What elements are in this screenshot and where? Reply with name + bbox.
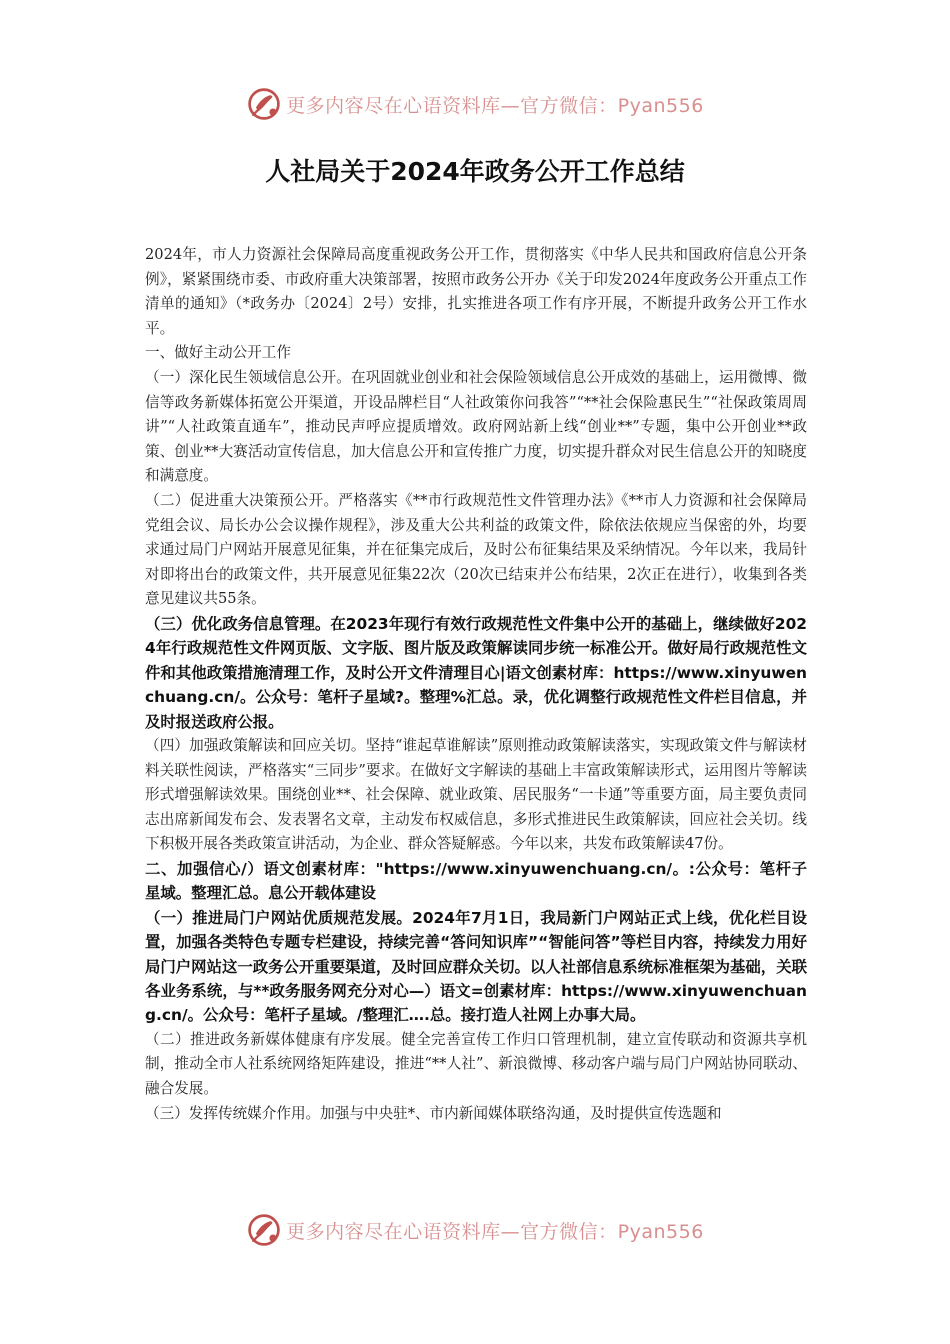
logo-icon [246,86,282,122]
section-heading-2: 二、加强信心/）语文创素材库："https://www.xinyuwenchuang.cn/。:公众号：笔杆子星域。整理汇总。息公开载体建设 [145,859,807,903]
paragraph-1-1: （一）深化民生领域信息公开。在巩固就业创业和社会保险领域信息公开成效的基础上，运用微博、微信等政务新媒体拓宽公开渠道，开设品牌栏目“人社政策你问我答”“**社会保险惠民生”“社保政策周周讲”“人社政策直通车”，推动民声呼应提质增效。政府网站新上线“创业**”专题，集中公开创业**政策、创业**大赛活动宣传信息，加大信息公开和宣传推广力度，切实提升群众对民生信息公开的知晓度和满意度。 [145,368,807,485]
paragraph-2-1: （一）推进局门户网站优质规范发展。2024年7月1日，我局新门户网站正式上线，优化栏目设置，加强各类特色专题专栏建设，持续完善“答问知识库”“智能问答”等栏目内容，持续发力用好局门户网站这一政务公开重要渠道，及时回应群众关切。以人社部信息系统标准框架为基础，关联各业务系统，与**政务服务网充分对心—）语文=创素材库：https://www.xinyuwenchuang.cn/。公众号：笔杆子星域。/整理汇….总。接打造人社网上办事大局。 [145,908,807,1025]
paragraph-intro: 2024年，市人力资源社会保障局高度重视政务公开工作，贯彻落实《中华人民共和国政府信息公开条例》，紧紧围绕市委、市政府重大决策部署，按照市政务公开办《关于印发2024年度政务公开重点工作清单的通知》（*政务办〔2024〕2号）安排，扎实推进各项工作有序开展，不断提升政务公开工作水平。 [145,246,807,337]
document-title: 人社局关于2024年政务公开工作总结 [265,157,685,186]
paragraph-1-3: （三）优化政务信息管理。在2023年现行有效行政规范性文件集中公开的基础上，继续做好2024年行政规范性文件网页版、文字版、图片版及政策解读同步统一标准公开。做好局行政规范性文件和其他政策措施清理工作，及时公开文件清理目心|语文创素材库：https://www.xinyuwenchuang.cn/。公众号：笔杆子星域?。整理%汇总。录，优化调整行政规范性文件栏目信息，并及时报送政府公报。 [145,614,807,731]
paragraph-2-2: （二）推进政务新媒体健康有序发展。健全完善宣传工作归口管理机制，建立宣传联动和资源共享机制，推动全市人社系统网络矩阵建设，推进“**人社”、新浪微博、移动客户端与局门户网站协同联动、融合发展。 [145,1030,807,1097]
logo-icon [246,1212,282,1248]
section-heading-1: 一、做好主动公开工作 [145,344,291,362]
document-body [145,243,807,1126]
paragraph-2-3: （三）发挥传统媒介作用。加强与中央驻*、市内新闻媒体联络沟通，及时提供宣传选题和 [145,1104,722,1122]
footer-watermark-banner [0,1208,950,1252]
paragraph-1-4: （四）加强政策解读和回应关切。坚持“谁起草谁解读”原则推动政策解读落实，实现政策文件与解读材料关联性阅读，严格落实“三同步”要求。在做好文字解读的基础上丰富政策解读形式，运用图片等解读形式增强解读效果。围绕创业**、社会保障、就业政策、居民服务“一卡通”等重要方面，局主要负责同志出席新闻发布会、发表署名文章，主动发布权威信息，多形式推进民生政策解读，回应社会关切。线下积极开展各类政策宣讲活动，为企业、群众答疑解惑。今年以来，共发布政策解读47份。 [145,736,807,853]
header-watermark-text: 更多内容尽在心语资料库—官方微信：Pyan556 [286,94,704,117]
paragraph-1-2: （二）促进重大决策预公开。严格落实《**市行政规范性文件管理办法》《**市人力资源和社会保障局党组会议、局长办公会议操作规程》，涉及重大公共利益的政策文件，除依法依规应当保密的外，均要求通过局门户网站开展意见征集，并在征集完成后，及时公布征集结果及采纳情况。今年以来，我局针对即将出台的政策文件，共开展意见征集22次（20次已结束并公布结果，2次正在进行），收集到各类意见建议共55条。 [145,491,807,608]
header-watermark-banner [0,82,950,126]
footer-watermark-text: 更多内容尽在心语资料库—官方微信：Pyan556 [286,1220,704,1243]
